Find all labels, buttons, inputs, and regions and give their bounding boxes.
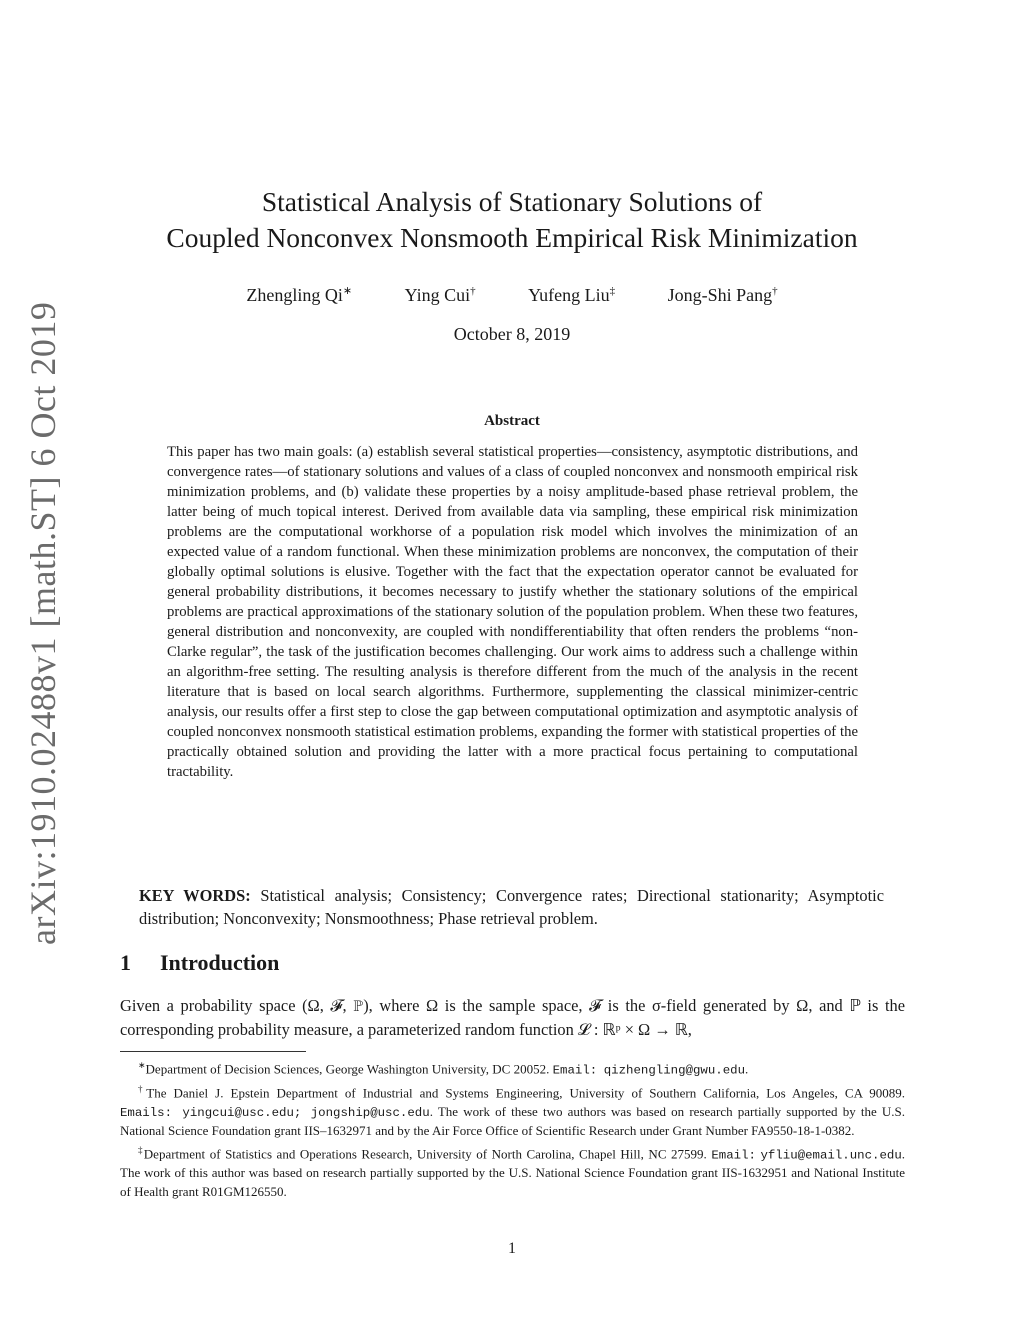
email-label: Email: <box>552 1063 598 1078</box>
footnote-mark: ‡ <box>138 1144 144 1155</box>
paper-title <box>0 184 1024 256</box>
title-line-1: Statistical Analysis of Stationary Solutions of <box>261 186 763 217</box>
email-label: Email: <box>711 1147 756 1162</box>
abstract-heading: Abstract <box>484 413 540 429</box>
author-name: Ying Cui <box>404 285 471 305</box>
footnote-1 <box>120 1056 905 1080</box>
section-number: 1 <box>120 950 131 975</box>
abstract-text: This paper has two main goals: (a) establish several statistical properties—consistency, asymptotic distributions, and convergence rates—of stationary solutions and values of a class of coupled nonconvex and nonsmooth empirical risk minimization problems, and (b) validate these properties by a noisy amplitude-based phase retrieval problem, the latter being of much topical interest. Derived from available data via sampling, these empirical risk minimization problems are the computational workhorse of a population risk model which involves the minimization of an expected value of a random functional. When these minimization problems are nonconvex, the computation of their globally optimal solutions is elusive. Together with the fact that the expectation operator cannot be evaluated for general probability distributions, it becomes necessary to justify whether the stationary solutions of the empirical problems are practical approximations of the stationary solution of the population problem. When these two features, general distribution and nonconvexity, are coupled with nondifferentiability that often renders the problems “non-Clarke regular”, the task of the justification becomes challenging. Our work aims to address such a challenge within an algorithm-free setting. The resulting analysis is therefore different from the much of the analysis in the recent literature that is based on local search algorithms. Furthermore, supplementing the classical minimizer-centric analysis, our results offer a first step to close the gap between computational optimization and asymptotic analysis of coupled nonconvex nonsmooth statistical estimation problems, expanding the former with statistical properties of the practically obtained solution and providing the latter with a more practical focus pertaining to computational tractability. <box>167 444 858 780</box>
footnote-mark: ∗ <box>138 1060 146 1070</box>
section-title: Introduction <box>160 950 280 975</box>
keywords-text: Statistical analysis; Consistency; Convergence rates; Directional stationarity; Asymptotic distribution; Nonconvexity; Nonsmoothness; Phase retrieval problem. <box>139 886 884 928</box>
author-name: Jong-Shi Pang <box>667 285 773 305</box>
footnote-text: The Daniel J. Epstein Department of Industrial and Systems Engineering, University of Southern California, Los Angeles, CA 90089. <box>146 1085 906 1101</box>
affiliation-mark: ∗ <box>342 285 353 297</box>
author-list <box>0 284 1024 306</box>
footnote-text: . The work of these two authors was based on research partially supported by the U.S. National Science Foundation grant IIS–1632971 and by the Air Force Office of Scientific Research under Grant Number FA9550-18-1-0382. <box>120 1103 906 1139</box>
email-link[interactable]: yfliu@email.unc.edu <box>760 1147 902 1162</box>
footnote-rule <box>120 1051 306 1052</box>
email-label: Emails: <box>120 1105 173 1120</box>
section-heading <box>120 950 279 976</box>
footnote-text: . The work of this author was based on research partially supported by the U.S. National Science Foundation grant IIS-1632951 and National Institute of Health grant R01GM126550. <box>120 1145 906 1199</box>
footnote-end: . <box>745 1061 749 1077</box>
footnote-2 <box>120 1080 905 1141</box>
author-name: Zhengling Qi <box>246 285 343 305</box>
intro-paragraph: Given a probability space (Ω, 𝓕, ℙ), where Ω is the sample space, 𝓕 is the σ-field generated by Ω, and ℙ is the corresponding probability measure, a parameterized random function 𝓛 : ℝᵖ × Ω → ℝ, <box>120 996 905 1039</box>
arxiv-identifier: arXiv:1910.02488v1 [math.ST] 6 Oct 2019 <box>23 301 63 945</box>
footnotes <box>120 1056 905 1201</box>
title-line-2: Coupled Nonconvex Nonsmooth Empirical Risk Minimization <box>166 222 858 253</box>
author <box>405 285 476 305</box>
footnote-text: Department of Decision Sciences, George Washington University, DC 20052. <box>145 1061 553 1077</box>
footnote-3 <box>120 1141 905 1202</box>
footnote-mark: † <box>138 1083 147 1094</box>
keywords-label: KEY WORDS: <box>139 886 251 905</box>
author <box>528 285 615 305</box>
affiliation-mark: † <box>470 285 476 297</box>
email-link[interactable]: yingcui@usc.edu; jongship@usc.edu <box>182 1105 430 1120</box>
author-name: Yufeng Liu <box>528 285 610 305</box>
affiliation-mark: ‡ <box>609 285 616 297</box>
footnote-text: Department of Statistics and Operations Research, University of North Carolina, Chapel Hill, NC 27599. <box>143 1145 712 1161</box>
author <box>246 285 352 305</box>
email-link[interactable]: qizhengling@gwu.edu <box>603 1063 746 1078</box>
publication-date: October 8, 2019 <box>453 324 571 344</box>
affiliation-mark: † <box>772 285 778 297</box>
keywords <box>139 884 884 930</box>
author <box>668 285 778 305</box>
page-number: 1 <box>508 1240 516 1257</box>
